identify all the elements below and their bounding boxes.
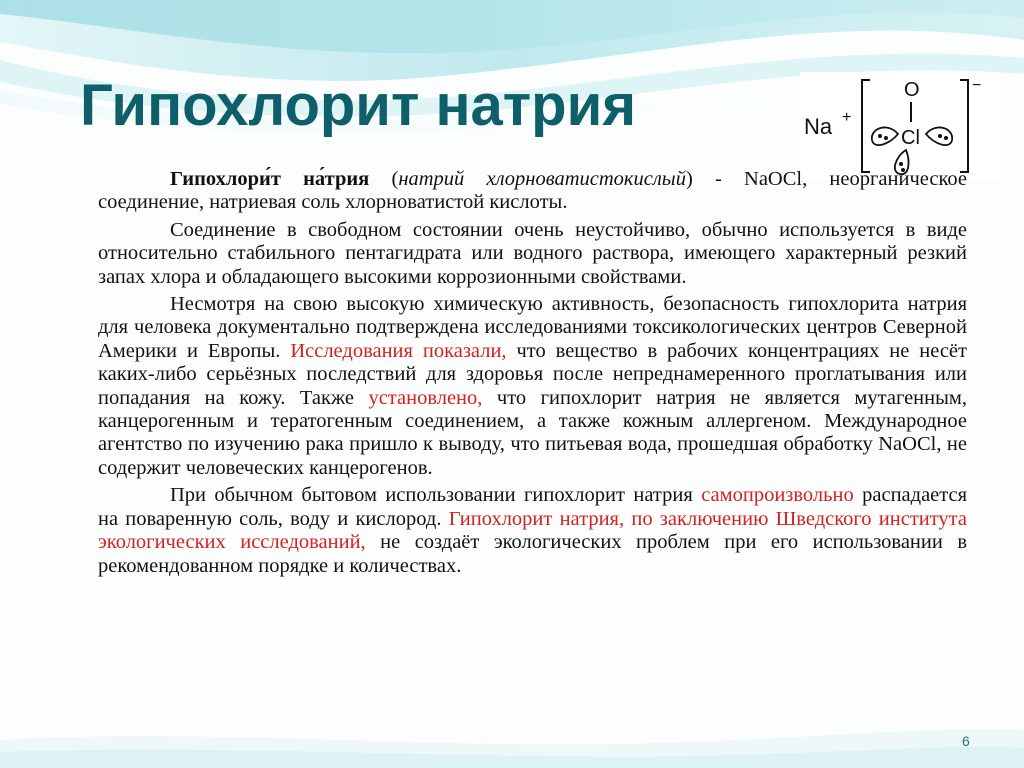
- body-text: [98, 168, 967, 582]
- highlight-research: Исследования показали,: [290, 339, 507, 362]
- highlight-swedish-institute: Гипохлорит натрия, по заключению Шведского института экологических исследований,: [98, 507, 967, 554]
- right-bracket-icon: [960, 80, 968, 172]
- decomposition-text-2: распадается на поваренную соль, воду и кислород.: [98, 484, 968, 530]
- close-paren: ): [685, 168, 693, 190]
- paragraph-definition: [98, 168, 967, 215]
- decomposition-text-1: При обычном бытовом использовании гипохлорит натрия: [170, 484, 702, 507]
- highlight-established: установлено,: [368, 386, 483, 409]
- formula-cation: Na: [804, 114, 833, 139]
- slide-title: Гипохлорит натрия: [80, 73, 637, 138]
- decomposition-text-3: не создаёт экологических проблем при его использовании в рекомендованном порядке и количествах.: [98, 531, 967, 577]
- alternate-name: натрий хлорноватистокислый: [398, 168, 686, 190]
- highlight-spontaneous: самопроизвольно: [701, 484, 854, 507]
- safety-text-1: Несмотря на свою высокую химическую активность, безопасность гипохлорита натрия для человека документально подтверждена исследованиями токсикологических центров Северной Америки и Европы.: [98, 293, 967, 362]
- structural-formula: [800, 72, 1000, 180]
- formula-chlorine: Cl: [901, 127, 920, 149]
- lone-pair-left-icon: [872, 127, 898, 145]
- paragraph-safety: [98, 293, 967, 480]
- safety-text-2: что вещество в рабочих концентрациях не несёт каких-либо серьёзных последствий для здоровья после непреднамеренного проглатывания или попадания на кожу. Также: [98, 339, 967, 409]
- open-paren: (: [369, 168, 399, 190]
- formula-oxygen: O: [904, 79, 920, 101]
- formula-anion-charge: −: [972, 77, 982, 94]
- definition-text: - NaOCl, неорганическое соединение, натриевая соль хлорноватистой кислоты.: [98, 168, 967, 214]
- term-name: Гипохлори́т на́трия: [170, 168, 370, 190]
- safety-text-3: что гипохлорит натрия не является мутагенным, канцерогенным и тератогенным соединением, а также кожным аллергеном. Международное агентство по изучению рака пришло к выводу, что питьевая вода, прошедшая обработку NaOCl, не содержит человеческих канцерогенов.: [98, 386, 967, 479]
- page-number: 6: [962, 733, 970, 749]
- left-bracket-icon: [862, 80, 870, 172]
- paragraph-stability: Соединение в свободном состоянии очень неустойчиво, обычно используется в виде относительно стабильного пентагидрата или водного раствора, имеющего характерный резкий запах хлора и обладающего высокими коррозионными свойствами.: [98, 218, 967, 288]
- paragraph-decomposition: [98, 484, 967, 578]
- formula-cation-charge: +: [842, 109, 852, 126]
